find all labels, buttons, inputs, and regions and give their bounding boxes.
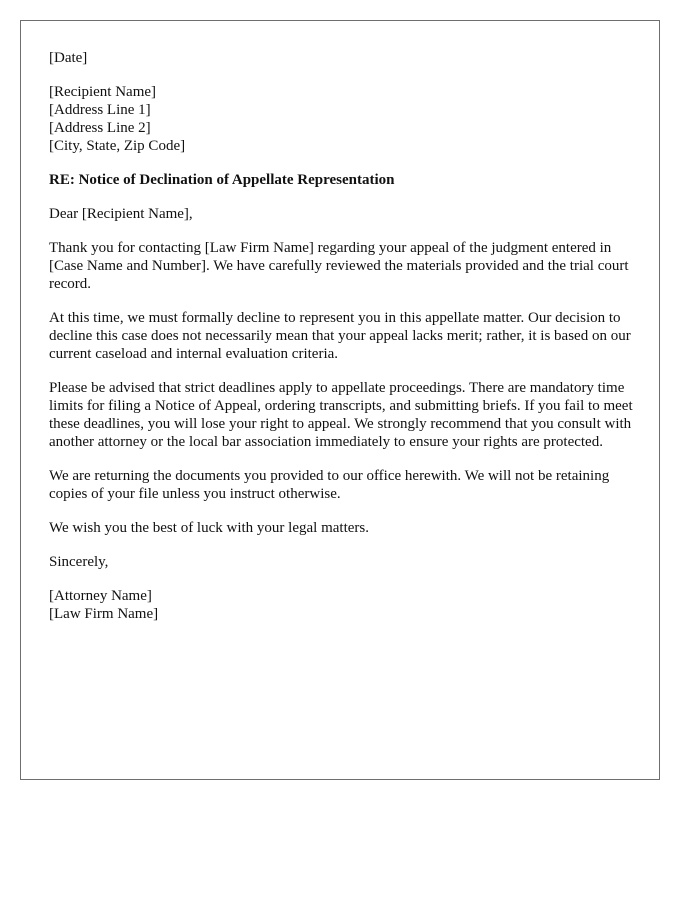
recipient-address-block: [49, 83, 639, 155]
paragraph-intro: Thank you for contacting [Law Firm Name] regarding your appeal of the judgment entered in [Case Name and Number]. We have carefully reviewed the materials provided and the trial court record.: [49, 240, 629, 292]
recipient-city-state-zip: [City, State, Zip Code]: [49, 138, 186, 154]
letter-date: [Date]: [49, 50, 88, 66]
attorney-name: [Attorney Name]: [49, 588, 152, 604]
recipient-name: [Recipient Name]: [49, 84, 157, 100]
paragraph-deadlines: Please be advised that strict deadlines apply to appellate proceedings. There are mandatory time limits for filing a Notice of Appeal, ordering transcripts, and submitting briefs. If you fail to meet these deadlines, you will lose your right to appeal. We strongly recommend that you consult with another attorney or the local bar association immediately to ensure your rights are protected.: [49, 380, 633, 450]
recipient-address-line-2: [Address Line 2]: [49, 120, 151, 136]
law-firm-name: [Law Firm Name]: [49, 606, 159, 622]
closing: Sincerely,: [49, 554, 109, 570]
paragraph-documents: We are returning the documents you provided to our office herewith. We will not be retaining copies of your file unless you instruct otherwise.: [49, 468, 610, 502]
letter-body: [49, 49, 639, 639]
subject-line: RE: Notice of Declination of Appellate Representation: [49, 172, 395, 188]
paragraph-declination: At this time, we must formally decline to represent you in this appellate matter. Our decision to decline this case does not necessarily mean that your appeal lacks merit; rather, it is based on our current caseload and internal evaluation criteria.: [49, 310, 631, 362]
letter-page: [20, 20, 660, 780]
salutation: Dear [Recipient Name],: [49, 206, 193, 222]
recipient-address-line-1: [Address Line 1]: [49, 102, 151, 118]
paragraph-wishes: We wish you the best of luck with your legal matters.: [49, 520, 369, 536]
signature-block: [49, 587, 639, 623]
